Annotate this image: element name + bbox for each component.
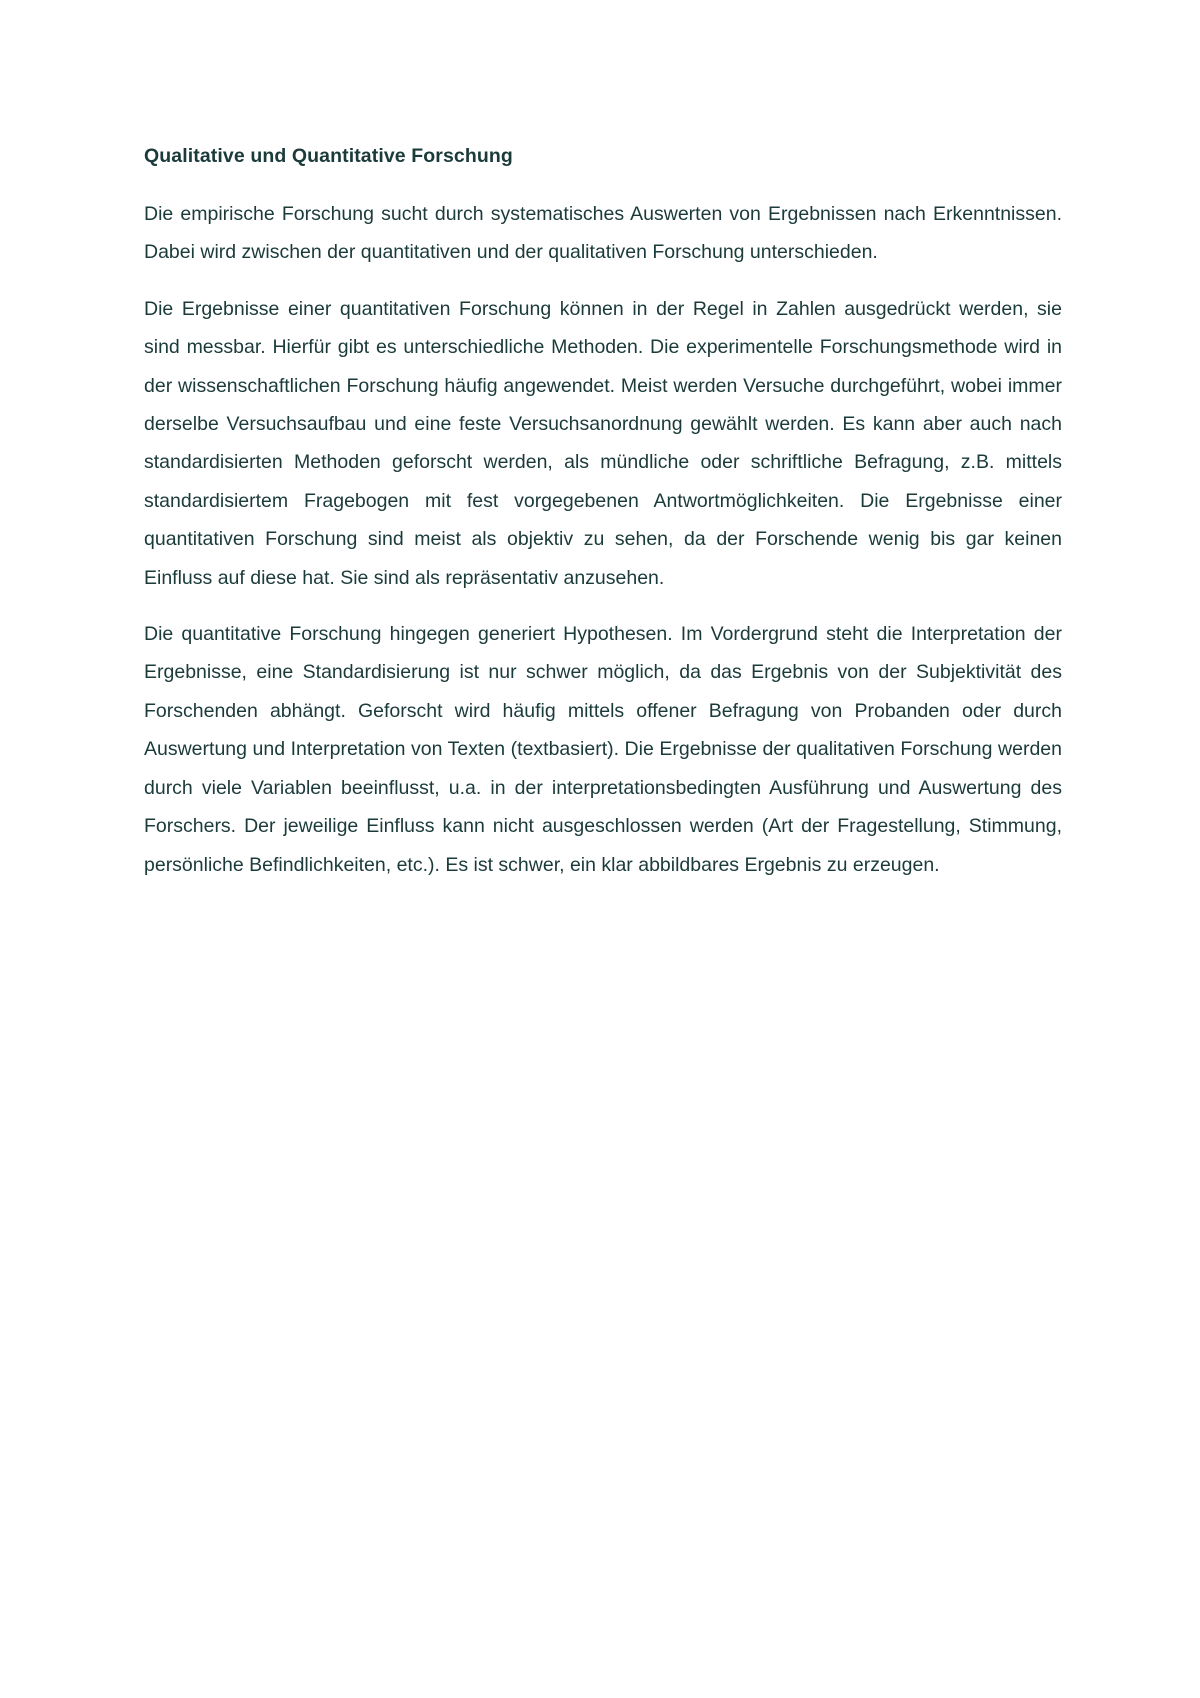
- paragraph-intro: Die empirische Forschung sucht durch systematisches Auswerten von Ergebnissen nach Erkenntnissen. Dabei wird zwischen der quantitativen und der qualitativen Forschung unterschieden.: [144, 203, 1062, 264]
- paragraph-quantitative: Die Ergebnisse einer quantitativen Forschung können in der Regel in Zahlen ausgedrückt werden, sie sind messbar. Hierfür gibt es unterschiedliche Methoden. Die experimentelle Forschungsmethode wird in der wissenschaftlichen Forschung häufig angewendet. Meist werden Versuche durchgeführt, wobei immer derselbe Versuchsaufbau und eine feste Versuchsanordnung gewählt werden. Es kann aber auch nach standardisierten Methoden geforscht werden, als mündliche oder schriftliche Befragung, z.B. mittels standardisiertem Fragebogen mit fest vorgegebenen Antwortmöglichkeiten. Die Ergebnisse einer quantitativen Forschung sind meist als objektiv zu sehen, da der Forschende wenig bis gar keinen Einfluss auf diese hat. Sie sind als repräsentativ anzusehen.: [144, 297, 1062, 589]
- document-body: [144, 138, 1062, 902]
- document-title: Qualitative und Quantitative Forschung: [144, 145, 513, 167]
- paragraph-qualitative: Die quantitative Forschung hingegen generiert Hypothesen. Im Vordergrund steht die Interpretation der Ergebnisse, eine Standardisierung ist nur schwer möglich, da das Ergebnis von der Subjektivität des Forschenden abhängt. Geforscht wird häufig mittels offener Befragung von Probanden oder durch Auswertung und Interpretation von Texten (textbasiert). Die Ergebnisse der qualitativen Forschung werden durch viele Variablen beeinflusst, u.a. in der interpretationsbedingten Ausführung und Auswertung des Forschers. Der jeweilige Einfluss kann nicht ausgeschlossen werden (Art der Fragestellung, Stimmung, persönliche Befindlichkeiten, etc.). Es ist schwer, ein klar abbildbares Ergebnis zu erzeugen.: [144, 623, 1062, 876]
